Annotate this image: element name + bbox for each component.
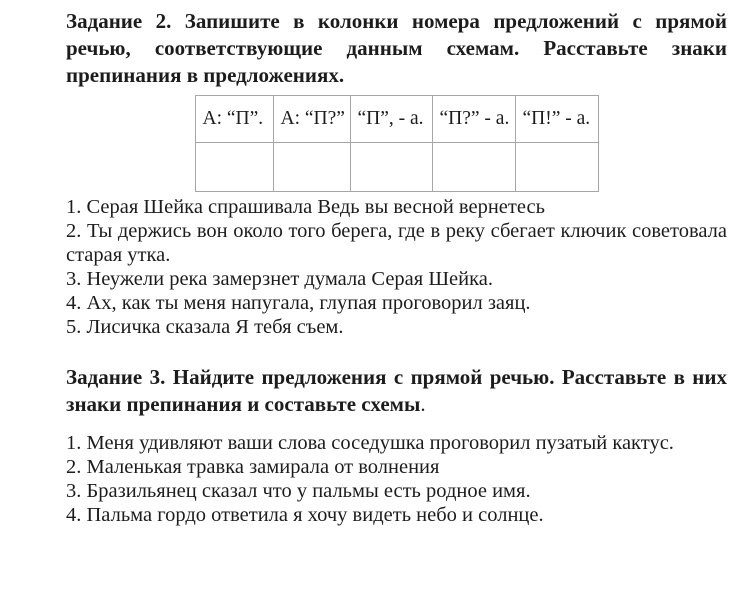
- task2-heading: Задание 2. Запишите в колонки номера предложений с прямой речью, соответствующие данным схемам. Расставьте знаки препинания в предложениях.: [66, 9, 727, 87]
- task2-sentence-2: 2. Ты держись вон около того берега, где в реку сбегает ключик советовала старая утка.: [66, 220, 727, 266]
- answer-row: [195, 143, 598, 192]
- task2-sentence-1: 1. Серая Шейка спрашивала Ведь вы весной вернетесь: [66, 196, 545, 218]
- task3-heading-text: Задание 3. Найдите предложения с прямой речью. Расставьте в них знаки препинания и составьте схемы: [66, 365, 727, 416]
- schema-header-cell-1: А: “П”.: [195, 96, 273, 143]
- schema-header-cell-5: “П!” - а.: [515, 96, 598, 143]
- answer-cell-1: [195, 143, 273, 192]
- answer-cell-4: [432, 143, 515, 192]
- task2-sentence-3: 3. Неужели река замерзнет думала Серая Шейка.: [66, 268, 493, 290]
- task2-section: [66, 8, 727, 339]
- schema-header-cell-4: “П?” - а.: [432, 96, 515, 143]
- answer-cell-2: [273, 143, 350, 192]
- schema-table: [195, 95, 599, 192]
- schema-header-cell-3: “П”, - а.: [350, 96, 432, 143]
- task2-sentence-5: 5. Лисичка сказала Я тебя съем.: [66, 316, 344, 338]
- task2-sentence-list: [66, 195, 727, 339]
- task3-sentence-1: 1. Меня удивляют ваши слова соседушка проговорил пузатый кактус.: [66, 432, 674, 454]
- schema-header-cell-2: А: “П?”: [273, 96, 350, 143]
- task2-sentence-4: 4. Ах, как ты меня напугала, глупая проговорил заяц.: [66, 292, 531, 314]
- task3-sentence-3: 3. Бразильянец сказал что у пальмы есть родное имя.: [66, 480, 531, 502]
- task3-heading-period: .: [420, 392, 426, 416]
- task3-sentence-2: 2. Маленькая травка замирала от волнения: [66, 456, 440, 478]
- task3-heading: [66, 364, 727, 418]
- answer-cell-3: [350, 143, 432, 192]
- schema-header-row: [195, 96, 598, 143]
- task3-sentence-4: 4. Пальма гордо ответила я хочу видеть небо и солнце.: [66, 504, 544, 526]
- task3-section: [66, 364, 727, 527]
- answer-cell-5: [515, 143, 598, 192]
- task3-sentence-list: [66, 431, 727, 527]
